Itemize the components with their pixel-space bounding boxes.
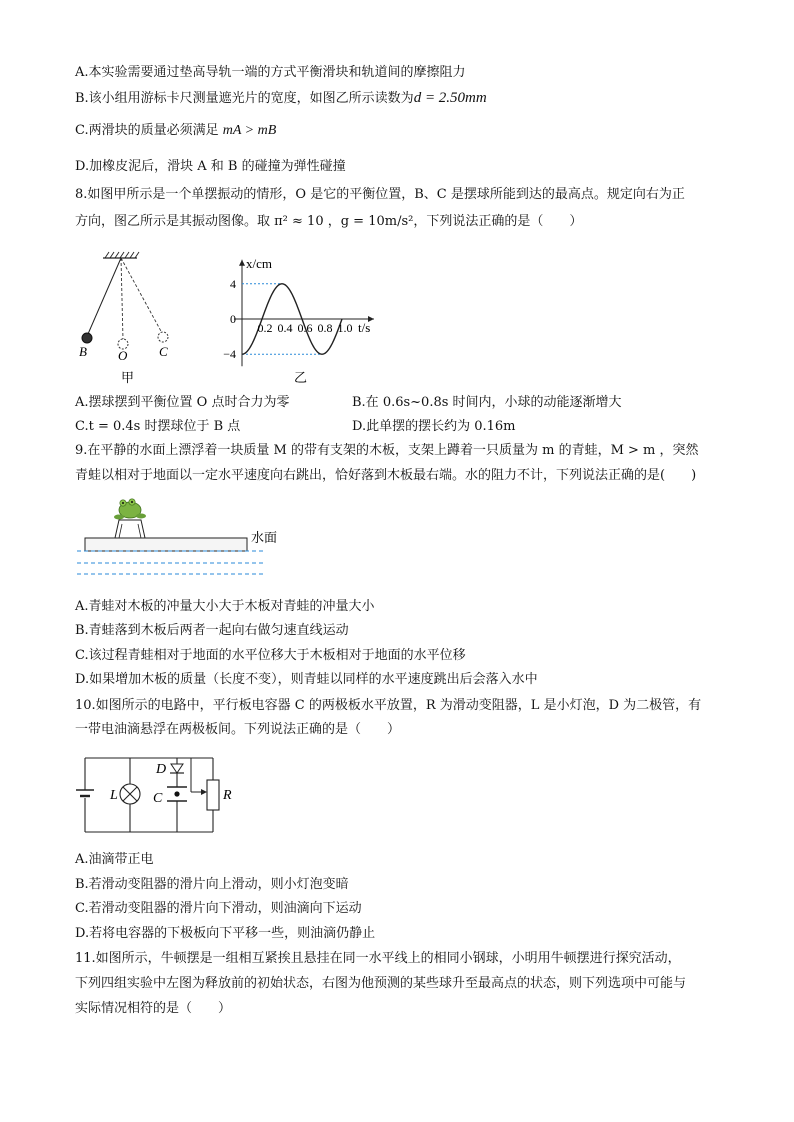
- q9-option-b: B.青蛙落到木板后两者一起向右做匀速直线运动: [75, 623, 349, 638]
- label-c: C: [159, 344, 168, 359]
- pendulum-ball-b: [82, 333, 92, 343]
- q11-stem-line3: 实际情况相符的是（ ）: [75, 1001, 232, 1016]
- oil-droplet: [174, 791, 179, 796]
- capacitor-icon: [167, 787, 187, 801]
- q8-option-d: D.此单摆的摆长约为 0.16m: [352, 419, 516, 434]
- q10-option-d: D.若将电容器的下极板向下平移一些，则油滴仍静止: [75, 926, 376, 941]
- q8-option-c: C.t = 0.4s 时摆球位于 B 点: [75, 419, 241, 434]
- y-tick-label: −4: [223, 347, 236, 362]
- pendulum-string-b: [88, 258, 121, 334]
- x-tick-label: 0.6: [297, 321, 313, 335]
- x-tick-label: 0.2: [257, 321, 273, 335]
- q7-option-c: C.两滑块的质量必须满足 mA > mB: [75, 123, 277, 138]
- q8-vibration-graph: [222, 250, 407, 390]
- y-axis-label: x/cm: [246, 255, 272, 271]
- q9-frog-board-figure: [75, 494, 285, 586]
- q7-option-d: D.加橡皮泥后，滑块 A 和 B 的碰撞为弹性碰撞: [75, 159, 346, 174]
- q10-stem-line2: 一带电油滴悬浮在两极板间。下列说法正确的是（ ）: [75, 722, 401, 737]
- x-axis-label: t/s: [358, 320, 371, 335]
- q7-option-b: B.该小组用游标卡尺测量遮光片的宽度，如图乙所示读数为d = 2.50mm: [75, 90, 487, 106]
- water-surface-label: 水面: [251, 530, 278, 545]
- q8-pendulum-figure: [75, 248, 190, 388]
- x-tick-label: 0.8: [317, 321, 333, 335]
- q9-stem-line1: 9.在平静的水面上漂浮着一块质量 M 的带有支架的木板，支架上蹲着一只质量为 m 的青蛙，M > m ，突然: [75, 443, 699, 458]
- label-c: C: [153, 791, 163, 806]
- q10-stem-line1: 10.如图所示的电路中，平行板电容器 C 的两极板水平放置，R 为滑动变阻器，L 是小灯泡，D 为二极管，有: [75, 698, 702, 713]
- q9-option-d: D.如果增加木板的质量（长度不变），则青蛙以同样的水平速度跳出后会落入水中: [75, 672, 538, 687]
- x-tick-label: 1.0: [337, 321, 353, 335]
- rheostat-icon: [207, 780, 219, 810]
- q10-circuit-figure: [70, 750, 245, 840]
- label-d: D: [156, 762, 167, 777]
- pendulum-string-c: [121, 258, 162, 333]
- label-o: O: [118, 348, 128, 363]
- q11-stem-line2: 下列四组实验中左图为释放前的初始状态，右图为他预测的某些球升至最高点的状态，则下列选项中可能与: [75, 976, 687, 991]
- label-r: R: [223, 788, 232, 803]
- x-tick-label: 0.4: [277, 321, 293, 335]
- q8-option-a: A.摆球摆到平衡位置 O 点时合力为零: [75, 395, 290, 410]
- y-axis-arrow: [239, 260, 245, 266]
- fig-yi-label: 乙: [294, 370, 308, 385]
- q8-option-b: B.在 0.6s~0.8s 时间内，小球的动能逐渐增大: [352, 395, 622, 410]
- q9-option-a: A.青蛙对木板的冲量大小大于木板对青蛙的冲量大小: [75, 599, 375, 614]
- label-b: B: [79, 344, 87, 359]
- q10-option-b: B.若滑动变阻器的滑片向上滑动，则小灯泡变暗: [75, 877, 349, 892]
- frog-icon: [114, 499, 146, 520]
- q10-option-a: A.油滴带正电: [75, 852, 154, 867]
- y-tick-label: 4: [230, 276, 236, 291]
- q7-option-b-value: d = 2.50mm: [413, 90, 487, 106]
- slider-arrow-icon: [201, 789, 207, 795]
- label-l: L: [110, 788, 118, 803]
- q9-stem-line2: 青蛙以相对于地面以一定水平速度向右跳出，恰好落到木板最右端。水的阻力不计，下列说法正确的是( ): [75, 468, 697, 483]
- pendulum-hatch: [105, 252, 139, 258]
- q9-option-c: C.该过程青蛙相对于地面的水平位移大于木板相对于地面的水平位移: [75, 648, 466, 663]
- q7-option-c-value: mA > mB: [222, 123, 277, 138]
- q7-option-a: A.本实验需要通过垫高导轨一端的方式平衡滑块和轨道间的摩擦阻力: [75, 65, 466, 80]
- fig-jia-label: 甲: [121, 370, 135, 385]
- q8-stem-line1: 8.如图甲所示是一个单摆振动的情形，O 是它的平衡位置，B、C 是摆球所能到达的最高点。规定向右为正: [75, 187, 685, 202]
- y-tick-label: 0: [230, 312, 236, 326]
- q11-stem-line1: 11.如图所示，牛顿摆是一组相互紧挨且悬挂在同一水平线上的相同小钢球，小明用牛顿摆进行探究活动，: [75, 951, 681, 966]
- pendulum-string-o: [121, 258, 123, 340]
- q10-option-c: C.若滑动变阻器的滑片向下滑动，则油滴向下运动: [75, 901, 362, 916]
- lamp-icon: [120, 784, 140, 804]
- diode-icon: [170, 764, 184, 773]
- pendulum-ball-c: [158, 332, 168, 342]
- wooden-board: [85, 538, 247, 551]
- q8-stem-line2: 方向，图乙所示是其振动图像。取 π² ≈ 10 ，g = 10m/s²，下列说法正确的是（ ）: [75, 214, 583, 229]
